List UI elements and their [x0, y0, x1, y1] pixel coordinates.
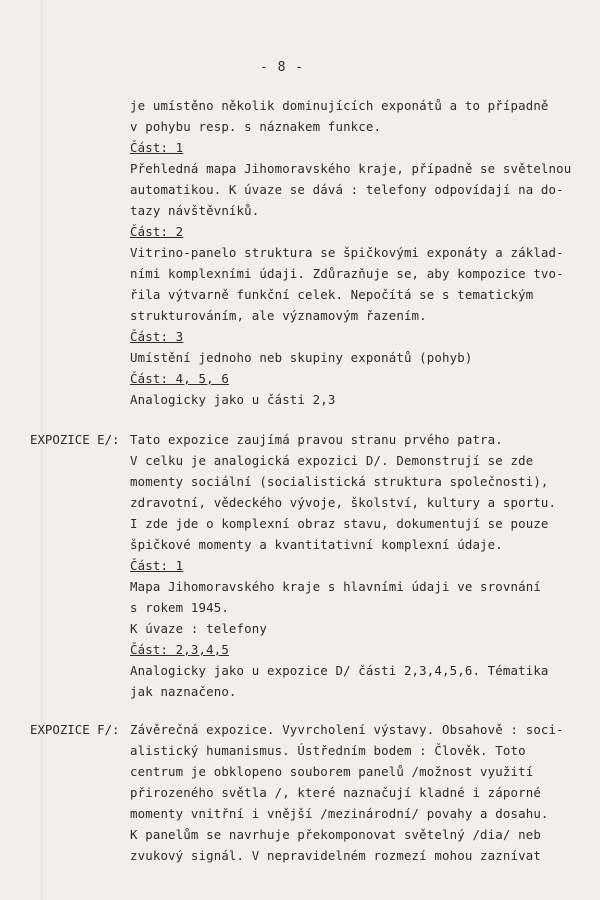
text-line: Závěrečná expozice. Vyvrcholení výstavy. Obsahově : soci- — [130, 722, 564, 737]
text-line: Analogicky jako u části 2,3 — [130, 392, 336, 407]
text-line: Tato expozice zaujímá pravou stranu prvého patra. — [130, 432, 503, 447]
text-line: V celku je analogická expozici D/. Demonstrují se zde — [130, 453, 534, 468]
text-line: s rokem 1945. — [130, 600, 229, 615]
part-heading: Část: 2,3,4,5 — [130, 642, 229, 657]
part-heading: Část: 4, 5, 6 — [130, 371, 229, 386]
text-line: momenty sociální (socialistická struktura společnosti), — [130, 474, 549, 489]
text-line: Vitrino-panelo struktura se špičkovými exponáty a základ- — [130, 245, 564, 260]
text-line: řila výtvarně funkční celek. Nepočítá se s tematickým — [130, 287, 534, 302]
page-number: - 8 - — [260, 60, 305, 75]
section-label-f: EXPOZICE F/: — [30, 722, 120, 737]
text-line: ními komplexními údaji. Zdůrazňuje se, aby kompozice tvo- — [130, 266, 564, 281]
intro-line-1: je umístěno několik dominujících exponátů a to případně — [130, 98, 549, 113]
text-line: tazy návštěvníků. — [130, 203, 260, 218]
part-heading: Část: 1 — [130, 140, 184, 155]
text-line: K úvaze : telefony — [130, 621, 267, 636]
text-line: Přehledná mapa Jihomoravského kraje, případně se světelnou — [130, 161, 572, 176]
text-line: jak naznačeno. — [130, 684, 237, 699]
part-heading: Část: 3 — [130, 329, 184, 344]
text-line: Umístění jednoho neb skupiny exponátů (pohyb) — [130, 350, 473, 365]
text-line: alistický humanismus. Ústředním bodem : Člověk. Toto — [130, 743, 526, 758]
text-line: I zde jde o komplexní obraz stavu, dokumentují se pouze — [130, 516, 549, 531]
text-line: špičkové momenty a kvantitativní komplexní údaje. — [130, 537, 503, 552]
section-label-e: EXPOZICE E/: — [30, 432, 120, 447]
part-heading: Část: 2 — [130, 224, 184, 239]
text-line: strukturováním, ale významovým řazením. — [130, 308, 427, 323]
text-line: zdravotní, vědeckého vývoje, školství, kultury a sportu. — [130, 495, 557, 510]
text-line: automatikou. K úvaze se dává : telefony odpovídají na do- — [130, 182, 564, 197]
text-line: K panelům se navrhuje překomponovat světelný /dia/ neb — [130, 827, 541, 842]
text-line: přirozeného světla /, které naznačují kladné i záporné — [130, 785, 541, 800]
intro-line-2: v pohybu resp. s náznakem funkce. — [130, 119, 382, 134]
text-line: Mapa Jihomoravského kraje s hlavními údaji ve srovnání — [130, 579, 541, 594]
part-heading: Část: 1 — [130, 558, 184, 573]
text-line: Analogicky jako u expozice D/ části 2,3,4,5,6. Tématika — [130, 663, 549, 678]
text-line: centrum je obklopeno souborem panelů /možnost využití — [130, 764, 534, 779]
text-line: momenty vnitřní i vnější /mezinárodní/ povahy a dosahu. — [130, 806, 549, 821]
text-line: zvukový signál. V nepravidelném rozmezí mohou zaznívat — [130, 848, 541, 863]
